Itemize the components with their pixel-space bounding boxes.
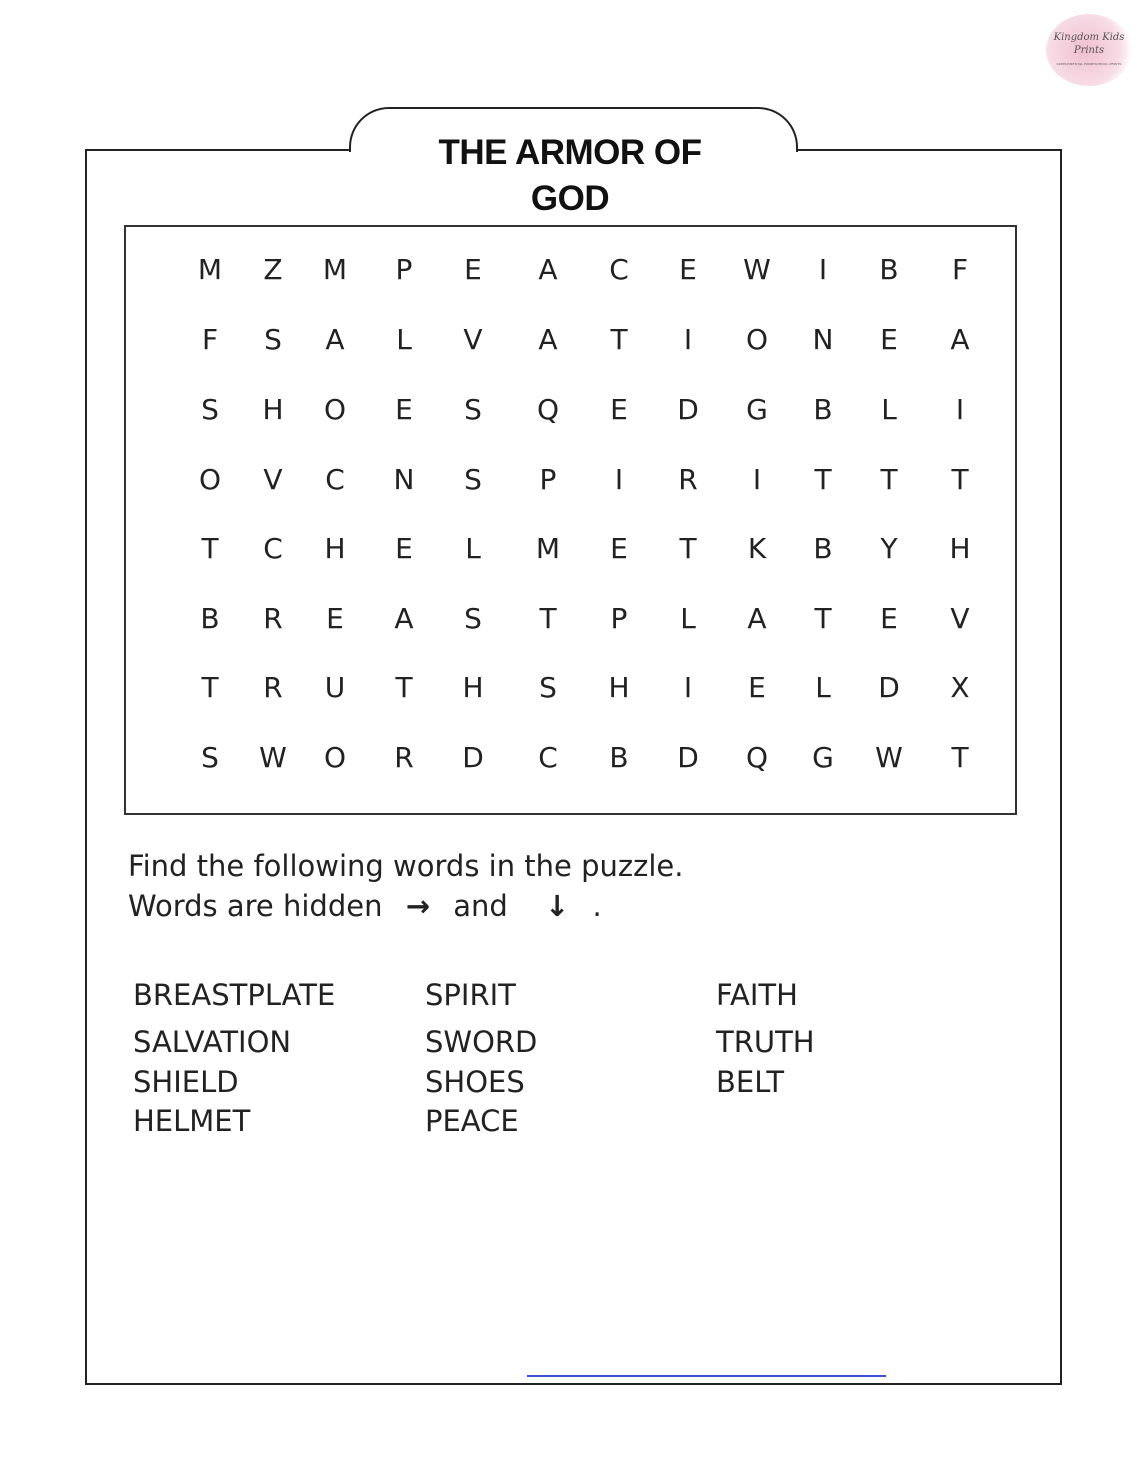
grid-letter[interactable]: S [539,671,557,704]
grid-letter[interactable]: T [679,532,697,565]
grid-letter[interactable]: E [395,393,413,426]
grid-letter[interactable]: A [325,323,345,356]
grid-letter[interactable]: Q [536,393,560,426]
grid-letter[interactable]: P [539,463,557,496]
grid-letter[interactable]: O [745,323,769,356]
grid-letter[interactable]: T [395,671,413,704]
grid-letter[interactable]: L [815,671,831,704]
grid-letter[interactable]: A [950,323,970,356]
down-arrow-icon: ↓ [545,889,570,923]
grid-letter[interactable]: K [747,532,767,565]
grid-letter[interactable]: L [465,532,481,565]
word-list-item: SALVATION [133,1025,292,1059]
grid-letter[interactable]: L [396,323,412,356]
grid-letter[interactable]: T [880,463,898,496]
grid-letter[interactable]: H [608,671,630,704]
grid-letter[interactable]: C [538,741,558,774]
grid-letter[interactable]: E [464,253,482,286]
tab-corner-right [772,152,802,192]
word-list-item: SWORD [425,1025,538,1059]
word-list-item: BELT [716,1065,785,1099]
page-title [380,130,760,222]
grid-letter[interactable]: S [201,393,219,426]
grid-letter[interactable]: E [880,323,898,356]
grid-letter[interactable]: P [395,253,413,286]
grid-letter[interactable]: L [881,393,897,426]
grid-letter[interactable]: D [878,671,900,704]
word-list-item: PEACE [425,1104,519,1138]
grid-letter[interactable]: Q [745,741,769,774]
grid-letter[interactable]: O [198,463,222,496]
grid-letter[interactable]: Y [880,532,898,565]
grid-letter[interactable]: H [949,532,971,565]
grid-letter[interactable]: I [752,463,762,496]
grid-letter[interactable]: M [535,532,561,565]
grid-letter[interactable]: N [812,323,834,356]
grid-letter[interactable]: B [609,741,629,774]
grid-letter[interactable]: L [680,602,696,635]
grid-letter[interactable]: A [538,323,558,356]
grid-letter[interactable]: B [813,393,833,426]
word-list-item: SPIRIT [425,978,516,1012]
word-list-item: SHIELD [133,1065,239,1099]
logo: Kingdom Kids Prints SUPPLEMENTAL HOMESCHOOL PRINTS [1046,14,1132,86]
grid-letter[interactable]: I [614,463,624,496]
grid-letter[interactable]: D [462,741,484,774]
grid-letter[interactable]: P [610,602,628,635]
title-line-2: GOD [530,179,610,218]
grid-letter[interactable]: S [264,323,282,356]
grid-letter[interactable]: H [462,671,484,704]
instruction-line-1: Find the following words in the puzzle. [128,849,684,883]
grid-letter[interactable]: E [610,532,628,565]
word-list-item: BREASTPLATE [133,978,336,1012]
grid-letter[interactable]: O [323,393,347,426]
grid-letter[interactable]: I [683,323,693,356]
right-arrow-icon: → [405,889,430,923]
grid-letter[interactable]: E [395,532,413,565]
grid-letter[interactable]: O [323,741,347,774]
tab-corner-left [340,152,370,192]
grid-letter[interactable]: W [259,741,287,774]
word-list-item: FAITH [716,978,798,1012]
grid-letter[interactable]: B [813,532,833,565]
grid-letter[interactable]: U [324,671,346,704]
grid-letter[interactable]: C [325,463,345,496]
instruction-text: Words are hidden [128,889,383,923]
grid-letter[interactable]: B [879,253,899,286]
grid-letter[interactable]: T [814,463,832,496]
grid-letter[interactable]: G [812,741,834,774]
grid-letter[interactable]: D [677,741,699,774]
grid-letter[interactable]: V [263,463,283,496]
grid-letter[interactable]: G [746,393,768,426]
grid-letter[interactable]: H [324,532,346,565]
word-search-grid [124,225,1017,815]
grid-letter[interactable]: D [677,393,699,426]
grid-letter[interactable]: S [464,602,482,635]
grid-letter[interactable]: V [950,602,970,635]
grid-letter[interactable]: S [201,741,219,774]
grid-letter[interactable]: T [951,463,969,496]
grid-letter[interactable]: C [263,532,283,565]
grid-letter[interactable]: C [609,253,629,286]
grid-letter[interactable]: Z [263,253,283,286]
instruction-and: and [453,889,508,923]
grid-letter[interactable]: W [743,253,771,286]
grid-letter[interactable]: A [538,253,558,286]
grid-letter[interactable]: I [683,671,693,704]
grid-letter[interactable]: B [200,602,220,635]
grid-letter[interactable]: S [464,463,482,496]
word-list-item: SHOES [425,1065,525,1099]
grid-letter[interactable]: T [201,532,219,565]
grid-letter[interactable]: E [326,602,344,635]
grid-letter[interactable]: I [955,393,965,426]
grid-letter[interactable]: R [394,741,414,774]
grid-letter[interactable]: H [262,393,284,426]
instruction-period: . [592,889,602,923]
grid-letter[interactable]: R [678,463,698,496]
grid-letter[interactable]: A [394,602,414,635]
grid-letter[interactable]: T [610,323,628,356]
grid-letter[interactable]: T [201,671,219,704]
grid-letter[interactable]: T [539,602,557,635]
grid-letter[interactable]: M [197,253,223,286]
grid-letter[interactable]: A [747,602,767,635]
grid-letter[interactable]: F [201,323,219,356]
grid-letter[interactable]: S [464,393,482,426]
grid-letter[interactable]: M [322,253,348,286]
title-line-1: THE ARMOR OF [438,133,702,172]
grid-letter[interactable]: F [951,253,969,286]
grid-letter[interactable]: E [679,253,697,286]
grid-letter[interactable]: V [463,323,483,356]
grid-letter[interactable]: W [875,741,903,774]
grid-letter[interactable]: I [818,253,828,286]
grid-letter[interactable]: X [950,671,970,704]
grid-letter[interactable]: E [748,671,766,704]
grid-letter[interactable]: T [951,741,969,774]
grid-letter[interactable]: T [814,602,832,635]
grid-letter[interactable]: N [393,463,415,496]
grid-letter[interactable]: E [880,602,898,635]
grid-letter[interactable]: R [263,671,283,704]
word-list-item: HELMET [133,1104,251,1138]
grid-letter[interactable]: R [263,602,283,635]
grid-letter[interactable]: E [610,393,628,426]
instruction-line-2 [128,888,602,924]
word-list-item: TRUTH [716,1025,815,1059]
link-underline[interactable] [527,1375,886,1377]
